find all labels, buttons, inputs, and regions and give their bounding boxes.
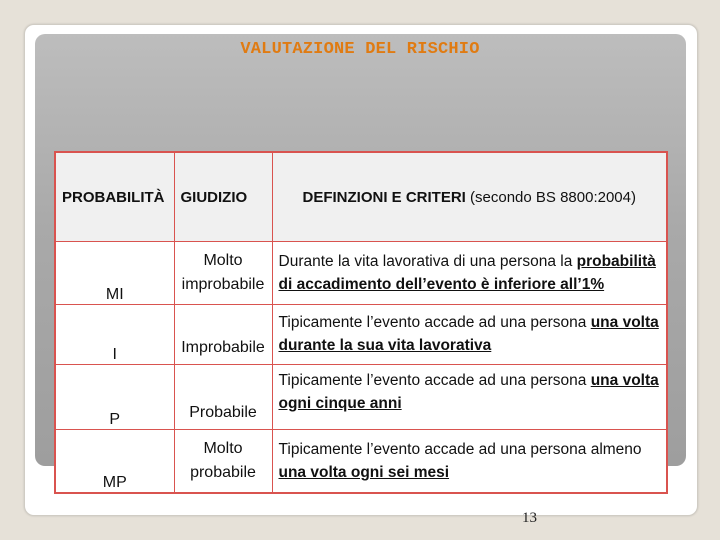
- page-number: 13: [522, 510, 537, 526]
- probability-code: P: [55, 364, 174, 429]
- table-row: [55, 242, 667, 305]
- definition-emphasis: una volta ogni cinque anni: [278, 371, 659, 412]
- probability-code: MP: [55, 430, 174, 493]
- definition-cell: [272, 242, 667, 305]
- judgement-line2: Probabile: [189, 404, 257, 422]
- table-row: [55, 364, 667, 429]
- definition-text: Tipicamente l’evento accade ad una persona: [278, 314, 591, 332]
- judgement-line1: Molto: [203, 251, 243, 269]
- judgement-cell: [174, 242, 272, 305]
- definition-text: Tipicamente l’evento accade ad una persona almeno: [278, 441, 642, 459]
- judgement-line2: Improbabile: [181, 338, 265, 356]
- table-row: [55, 304, 667, 364]
- definition-emphasis: una volta ogni sei mesi: [278, 464, 450, 482]
- definition-cell: [272, 304, 667, 364]
- judgement-line1: Molto: [203, 440, 243, 458]
- definition-emphasis: una volta durante la sua vita lavorativa: [278, 314, 659, 355]
- definition-emphasis: probabilità di accadimento dell’evento è inferiore all’1%: [278, 252, 656, 293]
- judgement-line2: improbabile: [181, 275, 265, 293]
- definition-cell: [272, 430, 667, 493]
- slide-title: VALUTAZIONE DEL RISCHIO: [240, 40, 480, 59]
- judgement-cell: [174, 364, 272, 429]
- probability-code: MI: [55, 242, 174, 305]
- judgement-line2: probabile: [190, 464, 256, 482]
- risk-table: [54, 151, 668, 494]
- header-probability: PROBABILITÀ: [55, 152, 174, 242]
- header-definitions-note: (secondo BS 8800:2004): [470, 188, 636, 206]
- judgement-cell: [174, 430, 272, 493]
- judgement-cell: [174, 304, 272, 364]
- header-definitions-label: DEFINZIONI E CRITERI: [302, 188, 466, 206]
- header-definitions: [272, 152, 667, 242]
- definition-text: Durante la vita lavorativa di una persona la: [278, 252, 577, 270]
- header-judgement: GIUDIZIO: [174, 152, 272, 242]
- probability-code: I: [55, 304, 174, 364]
- table-row: [55, 430, 667, 493]
- table-header-row: [55, 152, 667, 242]
- definition-cell: [272, 364, 667, 429]
- definition-text: Tipicamente l’evento accade ad una persona: [278, 371, 591, 389]
